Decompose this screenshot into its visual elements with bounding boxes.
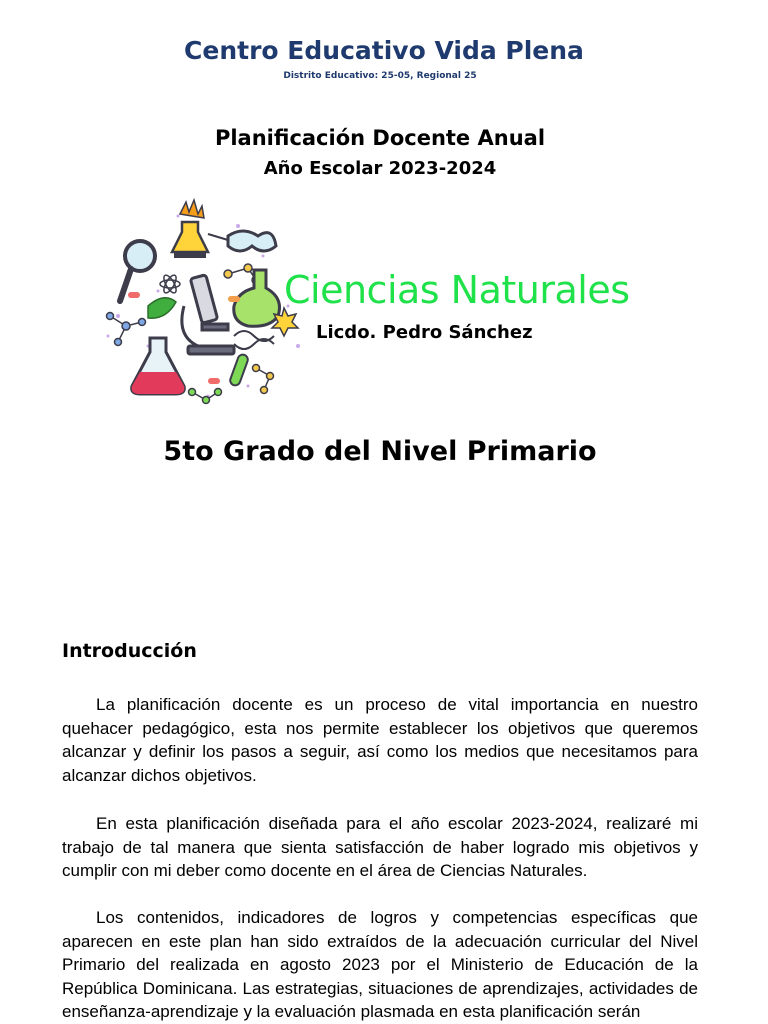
round-flask-icon xyxy=(234,270,280,326)
intro-paragraph-3: Los contenidos, indicadores de logros y competencias específicas que aparecen en este plan han sido extraídos de la adecuación curricular del Nivel Primario del realizada en agosto 2023 por el Ministerio de Educación de la República Dominicana. Las estrategias, situaciones de aprendizajes, actividades de enseñanza-aprendizaje y la evaluación plasmada en esta planificación serán xyxy=(62,908,698,1021)
intro-paragraph-2: En esta planificación diseñada para el año escolar 2023-2024, realizaré mi trabajo de tal manera que sienta satisfacción de haber logrado mis objetivos y cumplir con mi deber como docente en el área de Ciencias Naturales. xyxy=(62,814,698,880)
document-title: Planificación Docente Anual xyxy=(214,126,546,150)
science-illustration xyxy=(88,196,312,416)
school-name: Centro Educativo Vida Plena xyxy=(184,36,584,65)
safety-goggles-icon xyxy=(208,231,276,251)
leaf-icon xyxy=(148,298,176,318)
molecule-bottom-icon xyxy=(189,389,222,404)
school-year: Año Escolar 2023-2024 xyxy=(263,158,497,179)
district-info: Distrito Educativo: 25-05, Regional 25 xyxy=(283,71,477,81)
subject-title: Ciencias Naturales xyxy=(284,268,630,312)
atom-icon xyxy=(160,273,180,294)
burning-flask-icon xyxy=(172,200,208,258)
intro-paragraph-1: La planificación docente es un proceso de vital importancia en nuestro quehacer pedagógico, esta nos permite establecer los objetivos que queremos alcanzar y definir los pasos a seguir, así como los medios que necesitamos para alcanzar dichos objetivos. xyxy=(62,695,698,785)
dna-icon xyxy=(234,331,274,349)
molecule-left-icon xyxy=(107,313,146,346)
microscope-icon xyxy=(182,275,234,354)
teacher-name: Licdo. Pedro Sánchez xyxy=(316,322,533,343)
test-tube-icon xyxy=(229,353,249,386)
grade-level: 5to Grado del Nivel Primario xyxy=(163,436,597,467)
molecule-right-icon xyxy=(253,365,274,394)
magnifying-glass-icon xyxy=(120,241,155,301)
beaker-icon xyxy=(132,338,185,394)
introduction-heading: Introducción xyxy=(62,640,197,662)
